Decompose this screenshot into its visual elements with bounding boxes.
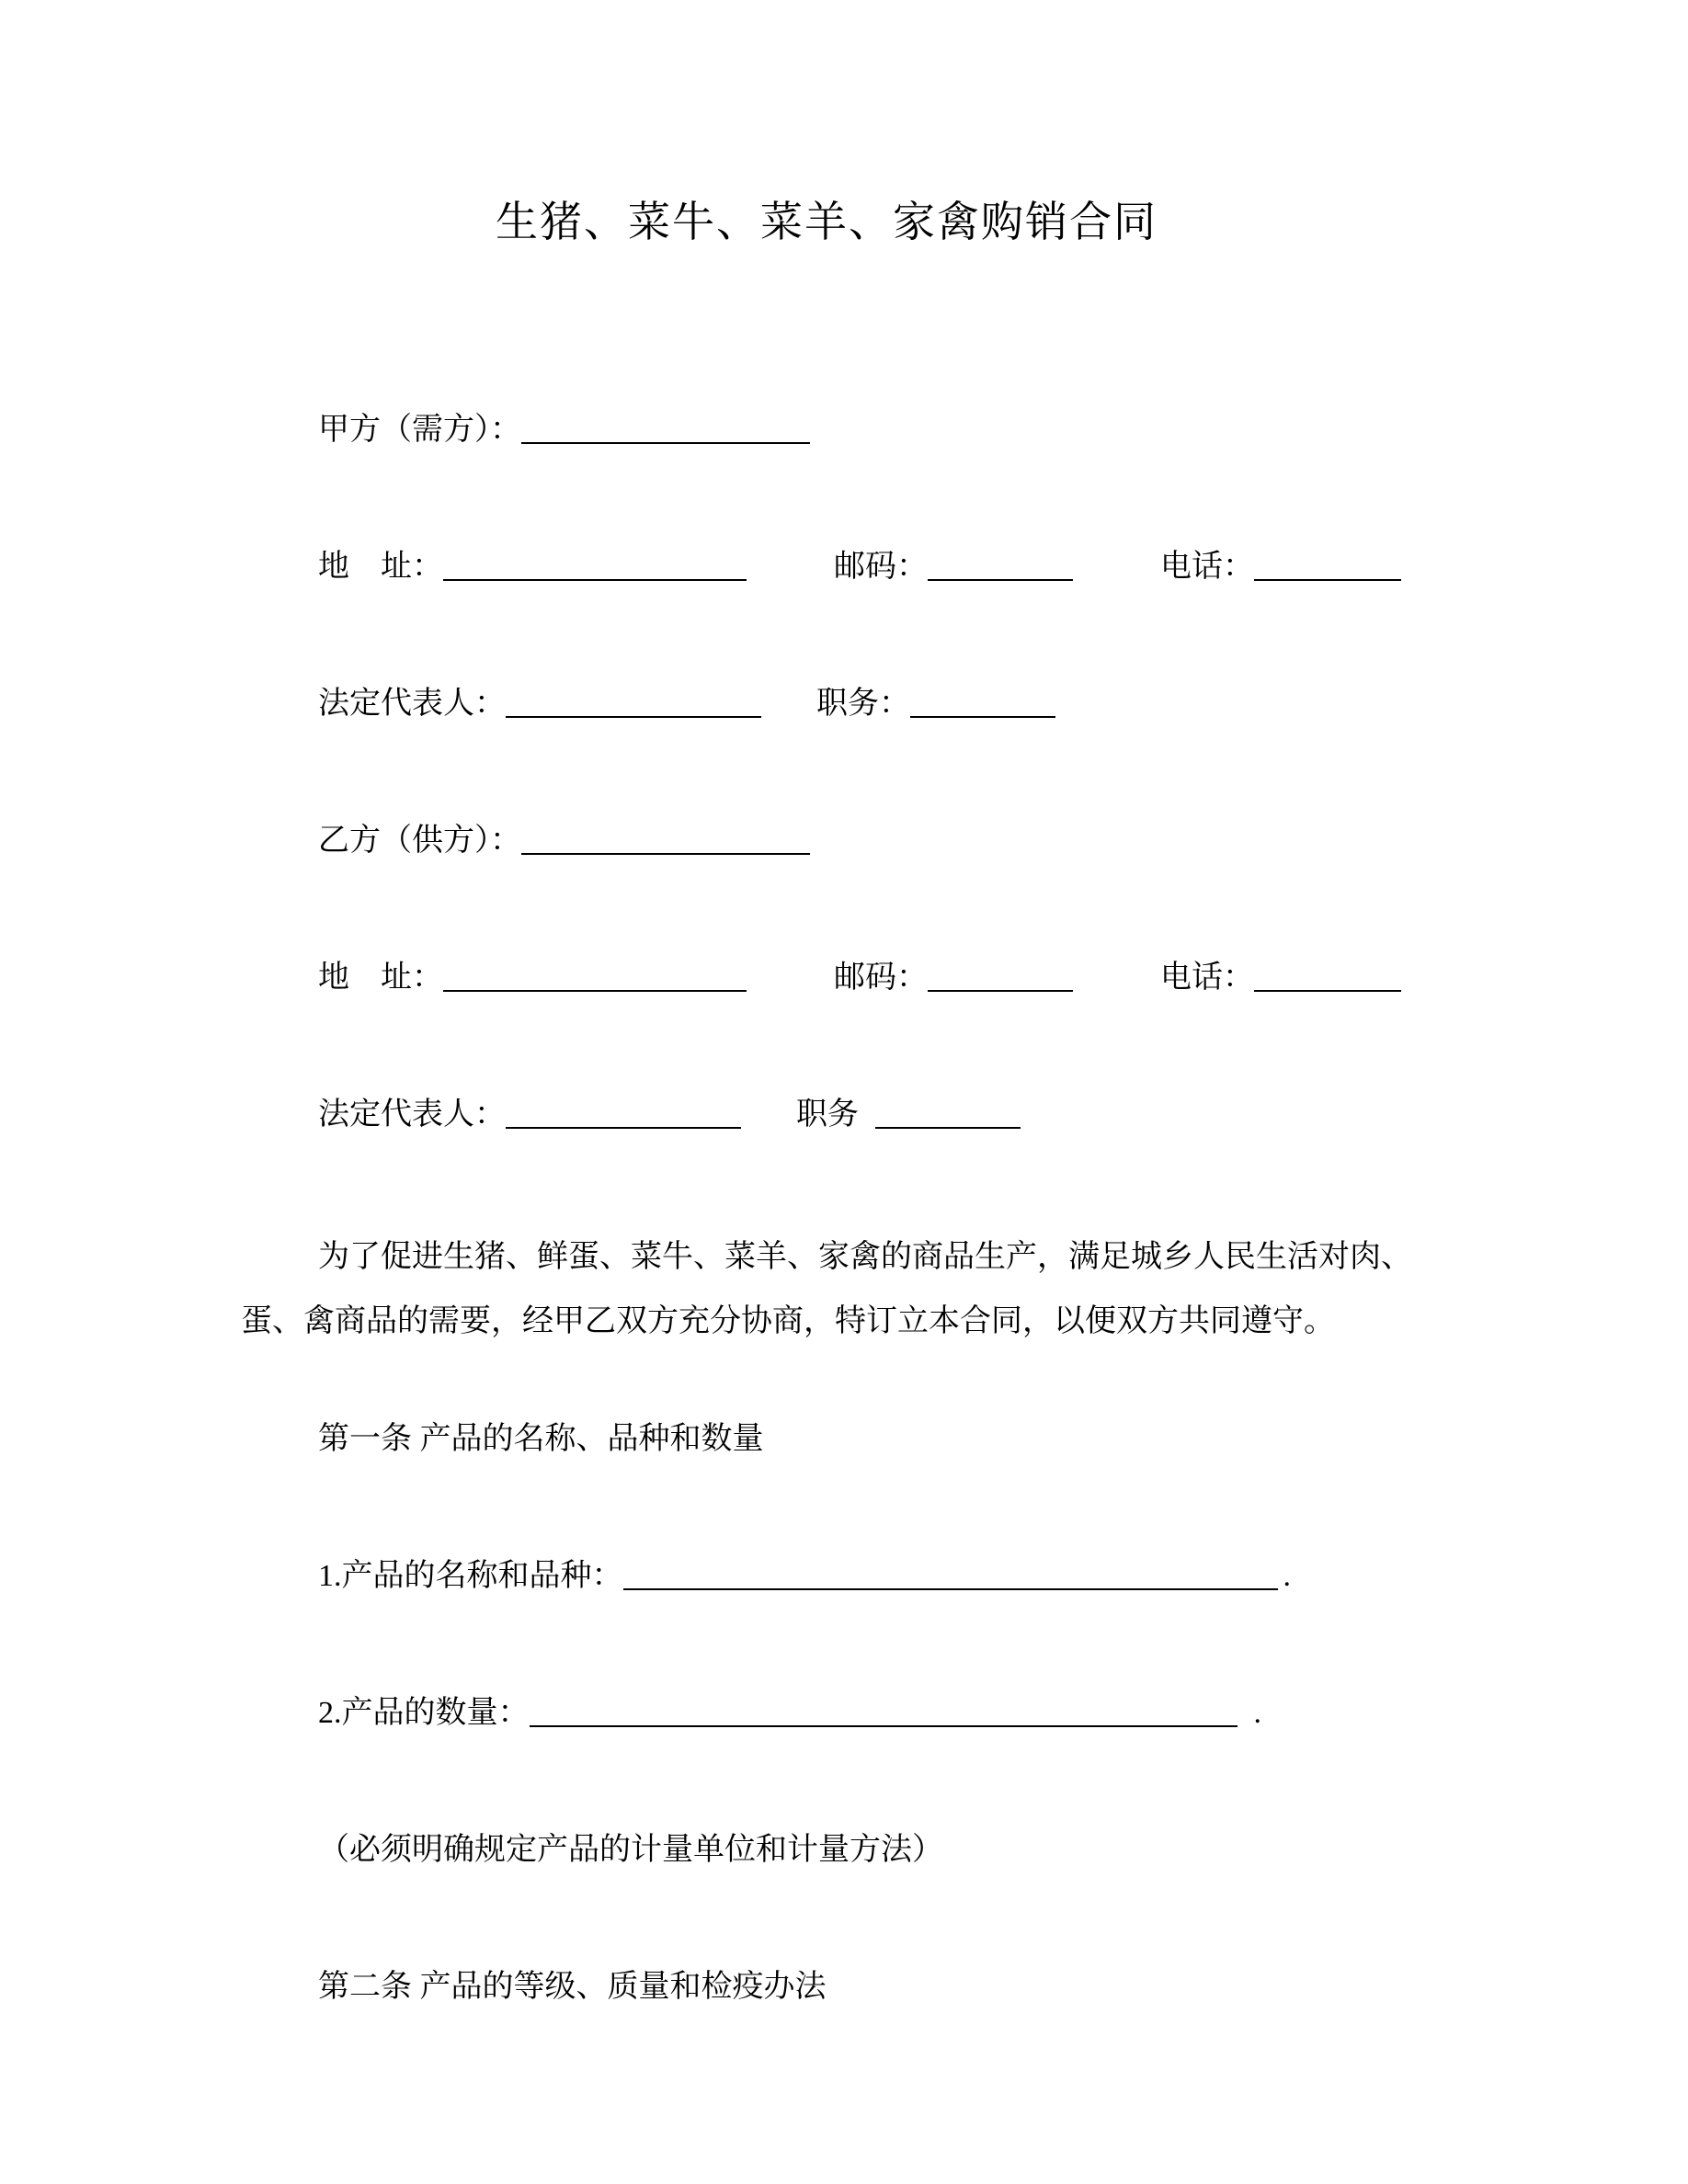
party-a-address-blank [443, 550, 747, 581]
article-1-item-1-row [241, 1550, 1412, 1595]
party-a-phone-label: 电话： [1160, 550, 1254, 584]
party-a-zip-blank [928, 550, 1073, 581]
party-b-zip-label: 邮码： [834, 961, 928, 995]
party-a-name-label: 甲方（需方）： [318, 413, 521, 447]
party-a-rep-blank [506, 687, 761, 718]
party-b-address-row [241, 951, 1412, 996]
document-title: 生猪、菜牛、菜羊、家禽购销合同 [496, 199, 1158, 245]
party-a-name-blank [521, 413, 810, 444]
article-1-item-1-suffix: . [1283, 1559, 1291, 1594]
party-a-zip-label: 邮码： [834, 550, 928, 584]
party-a-rep-label: 法定代表人： [318, 687, 506, 721]
party-b-phone-label: 电话： [1160, 961, 1254, 995]
party-b-phone-blank [1254, 961, 1401, 992]
party-b-rep-blank [506, 1098, 741, 1129]
party-a-address-label: 地 址： [318, 550, 443, 584]
article-1-item-2-suffix: . [1253, 1696, 1261, 1731]
article-1-item-2-blank [530, 1696, 1237, 1727]
party-a-duty-blank [910, 687, 1055, 718]
party-b-duty-blank [875, 1098, 1021, 1129]
article-1-item-1-label: 1.产品的名称和品种： [318, 1559, 623, 1594]
party-b-name-row [241, 814, 1412, 859]
party-b-rep-row [241, 1088, 1412, 1133]
article-1-heading: 第一条 产品的名称、品种和数量 [318, 1422, 764, 1457]
party-b-duty-label: 职务 [796, 1098, 859, 1132]
preamble-paragraph: 为了促进生猪、鲜蛋、菜牛、菜羊、家禽的商品生产，满足城乡人民生活对肉、蛋、禽商品的需要，经甲乙双方充分协商，特订立本合同，以便双方共同遵守。 [241, 1240, 1412, 1339]
article-1-note: （必须明确规定产品的计量单位和计量方法） [318, 1833, 943, 1868]
party-a-name-row [241, 404, 1412, 449]
party-a-rep-row [241, 677, 1412, 722]
article-1-item-2-row [241, 1687, 1412, 1732]
article-1-item-2-label: 2.产品的数量： [318, 1696, 530, 1731]
party-b-rep-label: 法定代表人： [318, 1098, 506, 1132]
party-b-address-label: 地 址： [318, 961, 443, 995]
party-a-address-row [241, 540, 1412, 586]
party-a-duty-label: 职务： [816, 687, 910, 721]
party-b-name-blank [521, 824, 810, 855]
party-b-zip-blank [928, 961, 1073, 992]
article-2-heading: 第二条 产品的等级、质量和检疫办法 [318, 1970, 827, 2005]
party-b-name-label: 乙方（供方）： [318, 824, 521, 858]
party-a-phone-blank [1254, 550, 1401, 581]
party-b-address-blank [443, 961, 747, 992]
article-1-item-1-blank [623, 1559, 1278, 1590]
